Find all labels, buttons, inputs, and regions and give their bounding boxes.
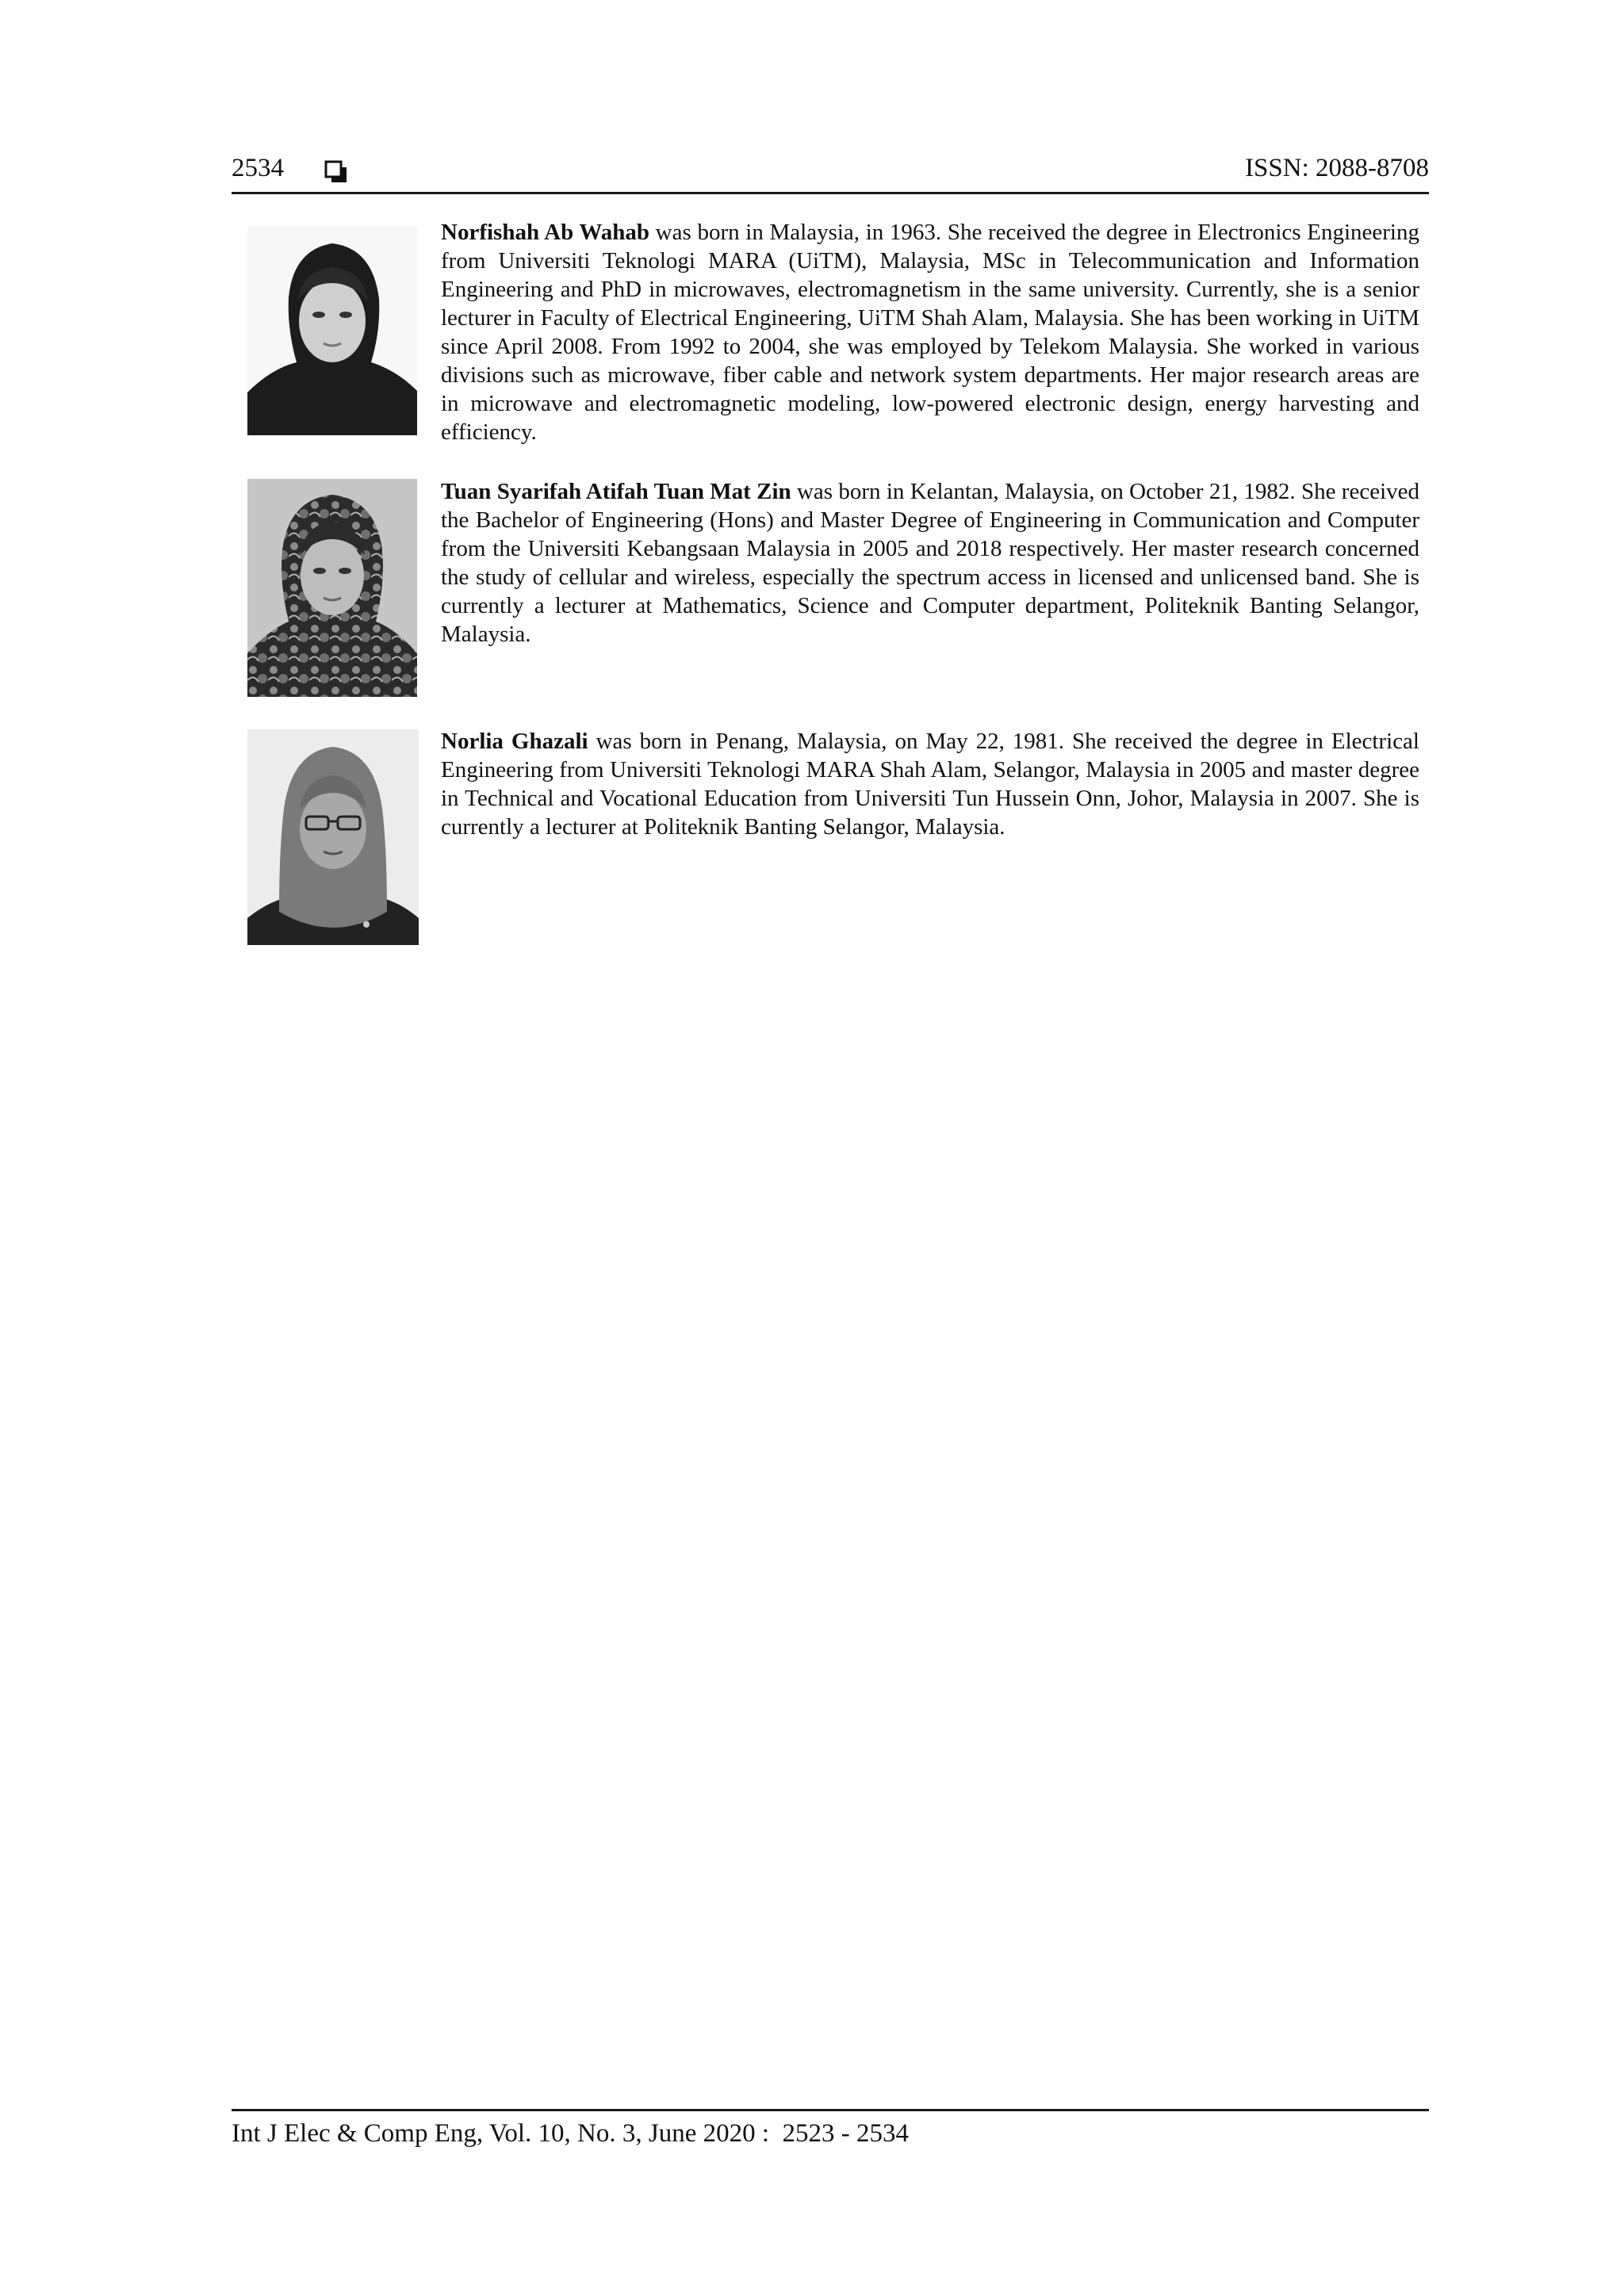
page-header [232, 151, 1429, 194]
author-photo-norlia [247, 729, 419, 945]
bio-tuan-syarifah [441, 477, 1419, 649]
author-name: Norfishah Ab Wahab [441, 220, 650, 245]
page-number: 2534 [232, 154, 284, 182]
author-photo-tuan-syarifah [247, 479, 417, 697]
bio-norfishah [441, 218, 1419, 446]
square-bullet-icon [324, 160, 348, 184]
bio-text: was born in Penang, Malaysia, on May 22, 1981. She received the degree in Electrical Engineering from Universiti Teknologi MARA Shah Alam, Selangor, Malaysia in 2005 and master degree in Technical and Vocational Education from Universiti Tun Hussein Onn, Johor, Malaysia in 2007. She is currently a lecturer at Politeknik Banting Selangor, Malaysia. [441, 729, 1419, 840]
bio-text: was born in Malaysia, in 1963. She received the degree in Electronics Engineering from Universiti Teknologi MARA (UiTM), Malaysia, MSc in Telecommunication and Information Engineering and PhD in microwaves, electromagnetism in the same university. Currently, she is a senior lecturer in Faculty of Electrical Engineering, UiTM Shah Alam, Malaysia. She has been working in UiTM since April 2008. From 1992 to 2004, she was employed by Telekom Malaysia. She worked in various divisions such as microwave, fiber cable and network system departments. Her major research areas are in microwave and electromagnetic modeling, low-powered electronic design, energy harvesting and efficiency. [441, 220, 1419, 445]
issn-label: ISSN: 2088-8708 [1245, 154, 1429, 182]
page-footer [232, 2109, 1429, 2149]
bio-norlia [441, 727, 1419, 841]
author-name: Tuan Syarifah Atifah Tuan Mat Zin [441, 479, 791, 504]
journal-citation: Int J Elec & Comp Eng, Vol. 10, No. 3, June 2020 : 2523 - 2534 [232, 2119, 910, 2148]
bio-text: was born in Kelantan, Malaysia, on October 21, 1982. She received the Bachelor of Engineering (Hons) and Master Degree of Engineering in Communication and Computer from the Universiti Kebangsaan Malaysia in 2005 and 2018 respectively. Her master research concerned the study of cellular and wireless, especially the spectrum access in licensed and unlicensed band. She is currently a lecturer at Mathematics, Science and Computer department, Politeknik Banting Selangor, Malaysia. [441, 479, 1420, 647]
author-name: Norlia Ghazali [441, 729, 588, 754]
author-photo-norfishah [247, 226, 417, 435]
